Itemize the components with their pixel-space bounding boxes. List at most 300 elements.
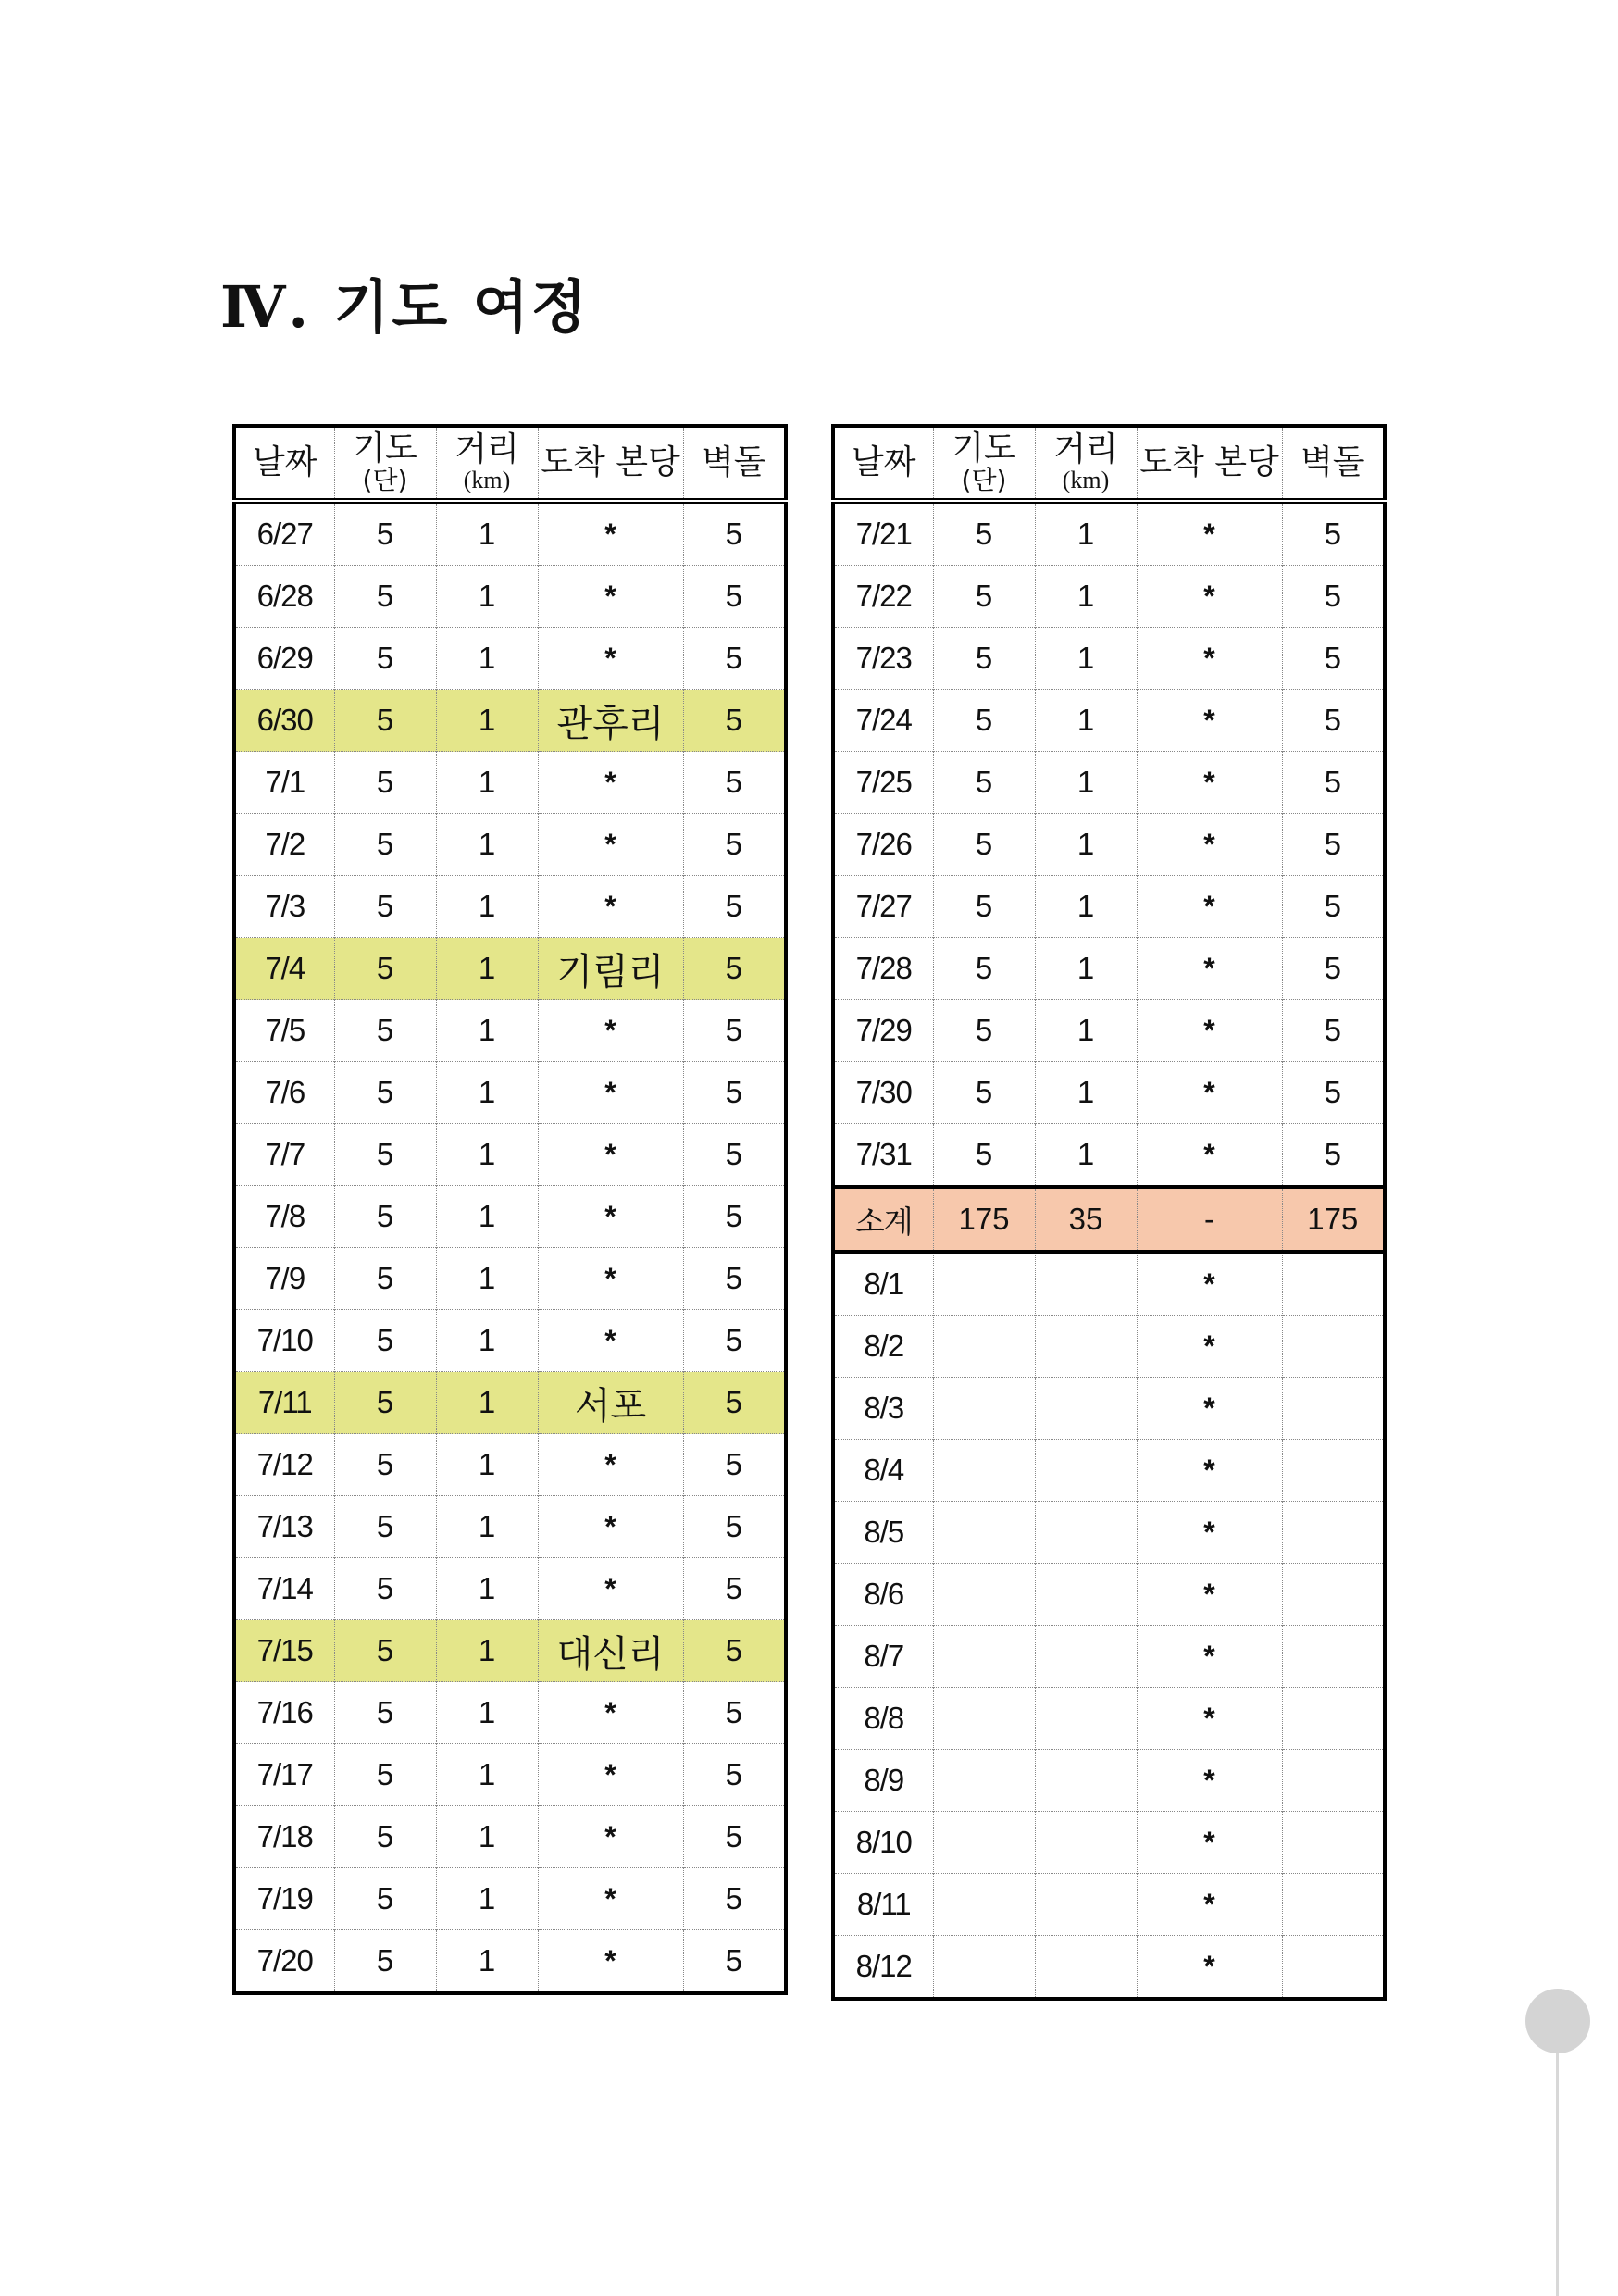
cell-prayer: 5	[933, 501, 1035, 566]
table-row	[234, 1000, 786, 1062]
cell-prayer: 5	[334, 1558, 436, 1620]
cell-prayer	[933, 1812, 1035, 1874]
table-row	[833, 1124, 1385, 1188]
header-prayer-unit: (단)	[961, 465, 1007, 495]
cell-distance	[1035, 1874, 1137, 1936]
cell-date: 7/7	[234, 1124, 334, 1186]
cell-arrival: *	[1137, 1564, 1282, 1626]
cell-date: 8/8	[833, 1688, 933, 1750]
cell-date: 8/10	[833, 1812, 933, 1874]
cell-bricks: 5	[683, 690, 786, 752]
cell-arrival: -	[1137, 1187, 1282, 1252]
cell-distance	[1035, 1936, 1137, 2000]
cell-bricks: 5	[683, 1248, 786, 1310]
cell-bricks: 5	[683, 566, 786, 628]
cell-bricks: 5	[683, 814, 786, 876]
cell-distance	[1035, 1564, 1137, 1626]
cell-bricks: 175	[1282, 1187, 1385, 1252]
header-bricks: 벽돌	[683, 426, 786, 501]
table-row	[234, 1930, 786, 1994]
cell-date: 8/2	[833, 1316, 933, 1378]
cell-date: 7/4	[234, 938, 334, 1000]
table-row	[833, 1626, 1385, 1688]
cell-distance: 1	[436, 1124, 538, 1186]
cell-distance	[1035, 1626, 1137, 1688]
cell-prayer	[933, 1936, 1035, 2000]
page-title: Ⅳ. 기도 여정	[220, 273, 590, 341]
cell-date: 7/30	[833, 1062, 933, 1124]
table-row	[833, 1812, 1385, 1874]
cell-distance: 1	[436, 1806, 538, 1868]
cell-date: 7/13	[234, 1496, 334, 1558]
table-row	[833, 501, 1385, 566]
cell-prayer: 5	[334, 1620, 436, 1682]
cell-arrival: *	[538, 752, 683, 814]
cell-date: 7/27	[833, 876, 933, 938]
cell-distance: 1	[436, 1868, 538, 1930]
table-row	[833, 1874, 1385, 1936]
cell-arrival: *	[1137, 938, 1282, 1000]
cell-bricks	[1282, 1688, 1385, 1750]
cell-date: 8/4	[833, 1440, 933, 1502]
cell-prayer: 5	[334, 1248, 436, 1310]
cell-prayer: 5	[334, 690, 436, 752]
cell-date: 7/15	[234, 1620, 334, 1682]
table-row	[833, 1564, 1385, 1626]
cell-bricks	[1282, 1378, 1385, 1440]
cell-arrival: *	[538, 876, 683, 938]
cell-prayer: 5	[334, 1062, 436, 1124]
cell-arrival: *	[1137, 566, 1282, 628]
cell-bricks: 5	[683, 1930, 786, 1994]
cell-date: 8/12	[833, 1936, 933, 2000]
cell-prayer: 5	[334, 814, 436, 876]
cell-distance	[1035, 1502, 1137, 1564]
cell-distance: 1	[436, 628, 538, 690]
cell-distance: 1	[436, 1248, 538, 1310]
cell-distance: 1	[1035, 628, 1137, 690]
cell-arrival: *	[1137, 1124, 1282, 1188]
cell-prayer: 5	[334, 876, 436, 938]
cell-distance: 1	[436, 1310, 538, 1372]
cell-bricks: 5	[683, 1806, 786, 1868]
table-header-row	[833, 426, 1385, 501]
table-row	[234, 566, 786, 628]
cell-bricks	[1282, 1936, 1385, 2000]
cell-prayer: 5	[334, 1868, 436, 1930]
cell-arrival: *	[538, 1000, 683, 1062]
cell-prayer: 5	[933, 1062, 1035, 1124]
table-row	[833, 1688, 1385, 1750]
cell-arrival: *	[538, 1186, 683, 1248]
header-prayer-label: 기도	[353, 430, 417, 468]
cell-bricks: 5	[683, 1620, 786, 1682]
cell-date: 7/29	[833, 1000, 933, 1062]
cell-date: 7/9	[234, 1248, 334, 1310]
cell-prayer: 5	[933, 1124, 1035, 1188]
cell-prayer: 5	[334, 1000, 436, 1062]
table-row	[234, 1558, 786, 1620]
cell-date: 7/19	[234, 1868, 334, 1930]
cell-arrival: *	[1137, 1502, 1282, 1564]
cell-prayer: 5	[334, 501, 436, 566]
cell-prayer: 5	[933, 752, 1035, 814]
table-row	[234, 1372, 786, 1434]
cell-date: 8/11	[833, 1874, 933, 1936]
cell-distance	[1035, 1750, 1137, 1812]
cell-date: 7/25	[833, 752, 933, 814]
table-row	[833, 1252, 1385, 1316]
cell-arrival: 관후리	[538, 690, 683, 752]
cell-prayer: 5	[334, 628, 436, 690]
cell-prayer: 5	[933, 938, 1035, 1000]
table-row	[234, 1496, 786, 1558]
cell-arrival: *	[538, 501, 683, 566]
cell-date: 8/7	[833, 1626, 933, 1688]
cell-arrival: *	[538, 814, 683, 876]
cell-arrival: *	[1137, 1688, 1282, 1750]
cell-distance: 1	[436, 690, 538, 752]
cell-date: 7/5	[234, 1000, 334, 1062]
cell-prayer	[933, 1440, 1035, 1502]
cell-distance: 1	[1035, 1000, 1137, 1062]
header-arrival: 도착 본당	[538, 426, 683, 501]
cell-arrival: *	[1137, 1750, 1282, 1812]
cell-distance: 1	[436, 1620, 538, 1682]
table-row	[234, 1124, 786, 1186]
cell-date: 7/1	[234, 752, 334, 814]
cell-date: 8/9	[833, 1750, 933, 1812]
cell-bricks: 5	[1282, 566, 1385, 628]
cell-bricks: 5	[683, 1744, 786, 1806]
cell-prayer: 5	[334, 1930, 436, 1994]
cell-distance: 1	[436, 1558, 538, 1620]
table-row	[234, 1620, 786, 1682]
cell-date: 7/22	[833, 566, 933, 628]
cell-arrival: *	[538, 1558, 683, 1620]
cell-arrival: *	[1137, 1316, 1282, 1378]
cell-bricks: 5	[683, 1062, 786, 1124]
cell-arrival: *	[1137, 1062, 1282, 1124]
page-marker-dot	[1525, 1989, 1590, 2053]
cell-distance: 1	[436, 876, 538, 938]
cell-arrival: *	[1137, 1378, 1282, 1440]
cell-prayer	[933, 1316, 1035, 1378]
cell-distance: 1	[1035, 566, 1137, 628]
cell-bricks: 5	[683, 1124, 786, 1186]
cell-bricks	[1282, 1750, 1385, 1812]
cell-arrival: *	[1137, 1252, 1282, 1316]
cell-date: 7/14	[234, 1558, 334, 1620]
header-prayer-unit: (단)	[362, 465, 408, 495]
cell-bricks: 5	[683, 1372, 786, 1434]
cell-bricks: 5	[1282, 1124, 1385, 1188]
table-row	[833, 690, 1385, 752]
cell-arrival: *	[1137, 1440, 1282, 1502]
cell-date: 7/8	[234, 1186, 334, 1248]
cell-prayer: 5	[334, 1372, 436, 1434]
cell-distance: 1	[1035, 938, 1137, 1000]
cell-bricks: 5	[1282, 501, 1385, 566]
cell-distance: 1	[436, 1434, 538, 1496]
header-distance-label: 거리	[454, 430, 519, 468]
header-prayer	[334, 426, 436, 501]
cell-prayer: 5	[933, 814, 1035, 876]
cell-arrival: *	[1137, 1626, 1282, 1688]
cell-arrival: *	[1137, 1000, 1282, 1062]
cell-bricks	[1282, 1812, 1385, 1874]
cell-bricks: 5	[1282, 876, 1385, 938]
cell-bricks: 5	[683, 876, 786, 938]
table-row	[833, 752, 1385, 814]
cell-arrival: 대신리	[538, 1620, 683, 1682]
cell-distance	[1035, 1812, 1137, 1874]
cell-bricks: 5	[683, 1186, 786, 1248]
cell-prayer	[933, 1252, 1035, 1316]
header-distance-unit: (km)	[463, 467, 511, 493]
cell-arrival: *	[1137, 1812, 1282, 1874]
table-row	[234, 1682, 786, 1744]
cell-date: 8/1	[833, 1252, 933, 1316]
table-row	[234, 1806, 786, 1868]
cell-date: 소계	[833, 1187, 933, 1252]
header-distance	[436, 426, 538, 501]
cell-bricks: 5	[1282, 938, 1385, 1000]
cell-arrival: *	[538, 1434, 683, 1496]
table-row	[234, 1310, 786, 1372]
cell-bricks: 5	[683, 1496, 786, 1558]
cell-distance: 1	[436, 814, 538, 876]
header-arrival: 도착 본당	[1137, 426, 1282, 501]
prayer-log-table-left	[232, 424, 788, 1995]
cell-arrival: *	[538, 1248, 683, 1310]
table-row	[234, 690, 786, 752]
cell-bricks	[1282, 1440, 1385, 1502]
table-row	[833, 1316, 1385, 1378]
table-row	[833, 1936, 1385, 2000]
cell-prayer	[933, 1750, 1035, 1812]
cell-prayer: 5	[933, 876, 1035, 938]
cell-bricks: 5	[683, 938, 786, 1000]
cell-date: 7/20	[234, 1930, 334, 1994]
cell-distance: 1	[436, 752, 538, 814]
header-distance-label: 거리	[1053, 430, 1118, 468]
cell-arrival: *	[1137, 1874, 1282, 1936]
cell-distance: 1	[1035, 501, 1137, 566]
cell-prayer: 5	[334, 1744, 436, 1806]
cell-distance: 1	[1035, 1062, 1137, 1124]
cell-bricks: 5	[683, 752, 786, 814]
cell-date: 7/17	[234, 1744, 334, 1806]
cell-date: 8/3	[833, 1378, 933, 1440]
header-date: 날짜	[234, 426, 334, 501]
cell-bricks: 5	[1282, 628, 1385, 690]
cell-prayer: 5	[334, 566, 436, 628]
cell-distance: 1	[436, 1682, 538, 1744]
table-row	[833, 1000, 1385, 1062]
cell-prayer	[933, 1502, 1035, 1564]
table-row	[833, 628, 1385, 690]
cell-distance: 1	[436, 1186, 538, 1248]
cell-bricks: 5	[1282, 1062, 1385, 1124]
cell-prayer: 5	[933, 690, 1035, 752]
cell-bricks: 5	[1282, 752, 1385, 814]
cell-bricks: 5	[683, 628, 786, 690]
cell-date: 7/2	[234, 814, 334, 876]
table-row	[833, 1440, 1385, 1502]
header-prayer	[933, 426, 1035, 501]
table-row	[234, 1062, 786, 1124]
cell-bricks: 5	[683, 1434, 786, 1496]
cell-arrival: *	[538, 1496, 683, 1558]
table-row	[234, 938, 786, 1000]
cell-date: 7/24	[833, 690, 933, 752]
cell-date: 7/12	[234, 1434, 334, 1496]
cell-distance	[1035, 1316, 1137, 1378]
table-row	[234, 752, 786, 814]
cell-bricks	[1282, 1564, 1385, 1626]
cell-distance	[1035, 1688, 1137, 1750]
table-row	[833, 938, 1385, 1000]
cell-prayer	[933, 1688, 1035, 1750]
cell-date: 7/3	[234, 876, 334, 938]
cell-distance: 1	[436, 1062, 538, 1124]
cell-arrival: *	[538, 566, 683, 628]
cell-arrival: *	[538, 1124, 683, 1186]
cell-distance: 1	[1035, 752, 1137, 814]
cell-arrival: 기림리	[538, 938, 683, 1000]
cell-arrival: *	[1137, 814, 1282, 876]
cell-distance: 1	[436, 1744, 538, 1806]
table-row	[833, 1750, 1385, 1812]
cell-bricks: 5	[1282, 1000, 1385, 1062]
cell-distance	[1035, 1440, 1137, 1502]
cell-prayer: 5	[334, 1806, 436, 1868]
subtotal-row	[833, 1187, 1385, 1252]
header-distance-unit: (km)	[1062, 467, 1110, 493]
cell-arrival: *	[538, 1806, 683, 1868]
cell-date: 7/23	[833, 628, 933, 690]
cell-prayer	[933, 1378, 1035, 1440]
cell-prayer: 5	[933, 566, 1035, 628]
cell-distance: 1	[436, 1496, 538, 1558]
cell-distance: 1	[1035, 814, 1137, 876]
header-distance	[1035, 426, 1137, 501]
cell-bricks: 5	[683, 1000, 786, 1062]
cell-date: 6/29	[234, 628, 334, 690]
cell-arrival: *	[1137, 752, 1282, 814]
cell-distance: 1	[436, 566, 538, 628]
cell-bricks: 5	[683, 1868, 786, 1930]
cell-date: 7/26	[833, 814, 933, 876]
cell-date: 7/11	[234, 1372, 334, 1434]
table-row	[234, 1186, 786, 1248]
cell-bricks	[1282, 1252, 1385, 1316]
table-row	[234, 1868, 786, 1930]
table-row	[833, 566, 1385, 628]
cell-bricks: 5	[683, 1310, 786, 1372]
cell-date: 8/6	[833, 1564, 933, 1626]
cell-prayer	[933, 1874, 1035, 1936]
cell-distance	[1035, 1252, 1137, 1316]
cell-arrival: *	[538, 1062, 683, 1124]
cell-date: 7/10	[234, 1310, 334, 1372]
cell-prayer: 5	[334, 1310, 436, 1372]
cell-arrival: *	[538, 1868, 683, 1930]
cell-arrival: *	[538, 1682, 683, 1744]
cell-distance: 1	[436, 1372, 538, 1434]
cell-arrival: *	[538, 1310, 683, 1372]
table-row	[234, 1744, 786, 1806]
header-prayer-label: 기도	[952, 430, 1016, 468]
cell-prayer	[933, 1626, 1035, 1688]
table-row	[833, 876, 1385, 938]
cell-prayer: 5	[334, 1434, 436, 1496]
cell-bricks: 5	[683, 501, 786, 566]
table-row	[234, 814, 786, 876]
cell-distance: 35	[1035, 1187, 1137, 1252]
table-row	[833, 814, 1385, 876]
cell-arrival: 서포	[538, 1372, 683, 1434]
cell-bricks: 5	[683, 1682, 786, 1744]
cell-bricks	[1282, 1502, 1385, 1564]
cell-distance: 1	[1035, 876, 1137, 938]
cell-prayer: 5	[334, 1186, 436, 1248]
cell-date: 6/27	[234, 501, 334, 566]
cell-prayer: 175	[933, 1187, 1035, 1252]
cell-date: 7/6	[234, 1062, 334, 1124]
prayer-log-table-right	[831, 424, 1387, 2001]
cell-arrival: *	[1137, 690, 1282, 752]
cell-prayer: 5	[933, 1000, 1035, 1062]
cell-arrival: *	[1137, 501, 1282, 566]
cell-bricks: 5	[683, 1558, 786, 1620]
cell-arrival: *	[538, 1930, 683, 1994]
cell-prayer: 5	[334, 1496, 436, 1558]
cell-date: 6/30	[234, 690, 334, 752]
header-bricks: 벽돌	[1282, 426, 1385, 501]
cell-date: 7/31	[833, 1124, 933, 1188]
cell-prayer: 5	[933, 628, 1035, 690]
page-marker-line	[1556, 2053, 1559, 2296]
cell-date: 7/28	[833, 938, 933, 1000]
cell-distance: 1	[436, 1930, 538, 1994]
cell-prayer: 5	[334, 1124, 436, 1186]
table-row	[234, 876, 786, 938]
cell-arrival: *	[538, 628, 683, 690]
cell-date: 7/18	[234, 1806, 334, 1868]
table-row	[234, 1434, 786, 1496]
cell-distance: 1	[436, 938, 538, 1000]
cell-distance	[1035, 1378, 1137, 1440]
cell-date: 6/28	[234, 566, 334, 628]
cell-arrival: *	[1137, 1936, 1282, 2000]
cell-prayer: 5	[334, 1682, 436, 1744]
cell-distance: 1	[436, 501, 538, 566]
header-date: 날짜	[833, 426, 933, 501]
cell-prayer	[933, 1564, 1035, 1626]
cell-bricks	[1282, 1874, 1385, 1936]
cell-arrival: *	[1137, 628, 1282, 690]
cell-distance: 1	[1035, 1124, 1137, 1188]
cell-arrival: *	[1137, 876, 1282, 938]
cell-arrival: *	[538, 1744, 683, 1806]
cell-date: 7/21	[833, 501, 933, 566]
table-row	[833, 1062, 1385, 1124]
table-row	[234, 628, 786, 690]
cell-date: 8/5	[833, 1502, 933, 1564]
cell-prayer: 5	[334, 938, 436, 1000]
